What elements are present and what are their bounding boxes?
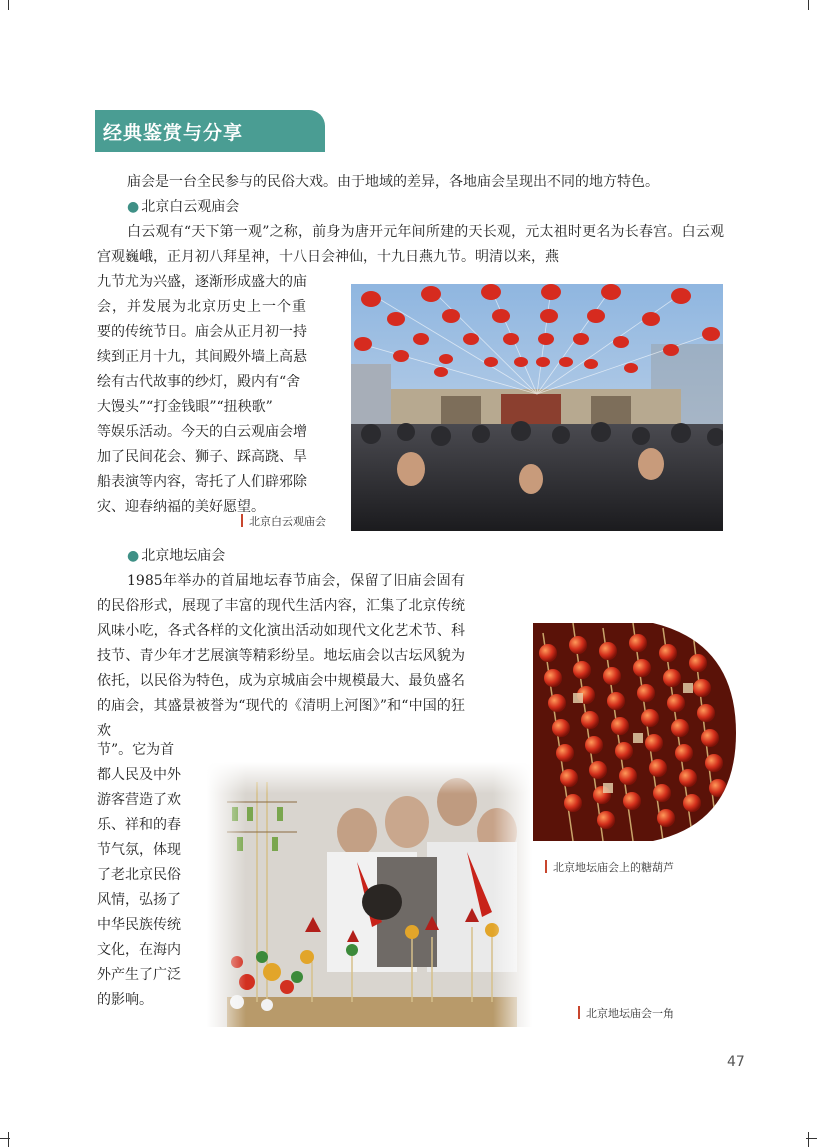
- baiyunguan-line: 九节尤为兴盛，逐渐形成盛大的庙: [97, 274, 307, 290]
- photo-baiyunguan: [351, 284, 723, 531]
- bullet-dot: ●: [127, 199, 140, 215]
- bullet-dot: ●: [127, 548, 140, 564]
- heading-baiyunguan-text: 北京白云观庙会: [141, 199, 240, 215]
- baiyunguan-line: 续到正月十九，其间殿外墙上高悬: [97, 349, 307, 365]
- baiyunguan-line: 大馒头”“打金钱眼”“扭秧歌”: [97, 399, 273, 415]
- ditan-line: 中华民族传统: [97, 917, 181, 933]
- crop-mark: [0, 1138, 10, 1139]
- ditan-line: 游客营造了欢: [97, 792, 181, 808]
- ditan-line: 外产生了广泛: [97, 967, 181, 983]
- baiyunguan-line: 会，并发展为北京历史上一个重: [97, 299, 307, 315]
- caption-baiyunguan: 北京白云观庙会: [241, 513, 326, 529]
- intro-paragraph: 庙会是一台全民参与的民俗大戏。由于地域的差异，各地庙会呈现出不同的地方特色。: [127, 174, 659, 190]
- photo-candied-haws: [533, 623, 736, 841]
- ditan-line: 文化，在海内: [97, 942, 181, 958]
- heading-ditan-text: 北京地坛庙会: [141, 548, 226, 564]
- ditan-line: 都人民及中外: [97, 767, 181, 783]
- baiyunguan-line: 绘有古代故事的纱灯，殿内有“舍: [97, 374, 301, 390]
- baiyunguan-line: 加了民间花会、狮子、踩高跷、旱: [97, 449, 307, 465]
- ditan-line: 节”。它为首: [97, 742, 175, 758]
- ditan-paragraph: 1985年举办的首届地坛春节庙会，保留了旧庙会固有的民俗形式，展现了丰富的现代生活内容，汇集了北京传统风味小吃，各式各样的文化演出活动如现代文化艺术节、科技节、青少年才艺展演等精彩纷呈。地坛庙会以古坛风貌为依托，以民俗为特色，成为京城庙会中规模最大、最负盛名的庙会，其盛景被誉为“现代的《清明上河图》”和“中国的狂欢: [97, 573, 465, 739]
- crop-mark: [808, 0, 809, 10]
- ditan-line: 乐、祥和的春: [97, 817, 181, 833]
- candied-haws-illustration: [533, 623, 736, 841]
- caption-ditan-corner: 北京地坛庙会一角: [578, 1005, 674, 1021]
- section-banner: [95, 110, 325, 152]
- baiyunguan-paragraph: 白云观有“天下第一观”之称，前身为唐开元年间所建的天长观，元太祖时更名为长春宫。白云观宫观巍峨，正月初八拜星神，十八日会神仙，十九日燕九节。明清以来，燕: [97, 224, 724, 265]
- fair-stall-illustration: [207, 762, 532, 1027]
- baiyunguan-line: 船表演等内容，寄托了人们辟邪除: [97, 474, 307, 490]
- ditan-line: 的影响。: [97, 992, 153, 1008]
- ditan-line: 了老北京民俗: [97, 867, 181, 883]
- heading-ditan: [127, 544, 225, 569]
- hat-glasses-icon: [357, 116, 407, 148]
- ditan-line: 风情，弘扬了: [97, 892, 181, 908]
- caption-candied-haws: 北京地坛庙会上的糖葫芦: [545, 859, 674, 875]
- baiyunguan-line: 灾、迎春纳福的美好愿望。: [97, 499, 265, 515]
- page-number: 47: [727, 1054, 745, 1070]
- ditan-line: 节气氛，体现: [97, 842, 181, 858]
- baiyunguan-line: 要的传统节日。庙会从正月初一持: [97, 324, 307, 340]
- heading-baiyunguan: [127, 195, 239, 220]
- crop-mark: [8, 1132, 9, 1147]
- section-title: 经典鉴赏与分享: [103, 121, 244, 144]
- crop-mark: [808, 1132, 809, 1147]
- lantern-crowd-illustration: [351, 284, 723, 531]
- photo-ditan-corner: [207, 762, 532, 1027]
- crop-mark: [8, 0, 9, 10]
- crop-mark: [806, 1138, 817, 1139]
- baiyunguan-line: 等娱乐活动。今天的白云观庙会增: [97, 424, 307, 440]
